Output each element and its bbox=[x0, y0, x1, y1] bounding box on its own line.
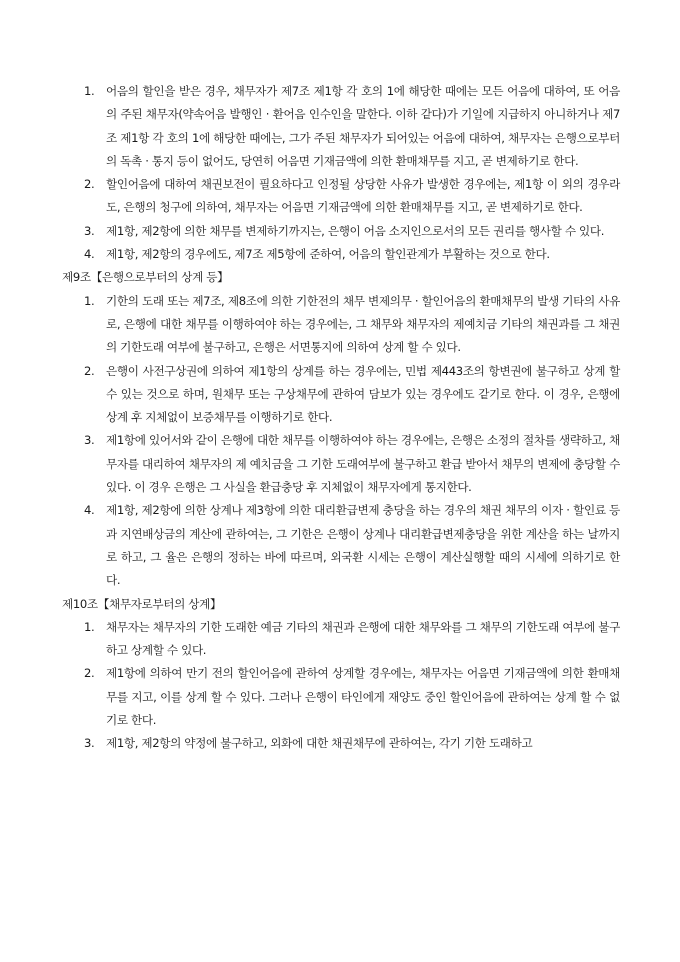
clause-text: 할인어음에 대하여 채권보전이 필요하다고 인정될 상당한 사유가 발생한 경우에는, 제1항 이 외의 경우라도, 은행의 청구에 의하여, 채무자는 어음면 기재금액에 의한 환매채무를 지고, 곧 변제하기로 한다. bbox=[106, 177, 620, 215]
clause-number: 3. bbox=[84, 433, 95, 448]
article8-continued-clauses bbox=[56, 80, 620, 266]
clause-text: 채무자는 채무자의 기한 도래한 예금 기타의 채권과 은행에 대한 채무와를 그 채무의 기한도래 여부에 불구하고 상계할 수 있다. bbox=[106, 619, 620, 658]
clause-item bbox=[84, 499, 620, 592]
clause-text: 제1항에 있어서와 같이 은행에 대한 채무를 이행하여야 하는 경우에는, 은행은 소정의 절차를 생략하고, 채무자를 대리하여 채무자의 제 예치금을 그 기한 도래여부에 불구하고 환급 받아서 채무의 변제에 충당할 수 있다. 이 경우 은행은 그 사실을 환급충당 후 지체없이 채무자에게 통지한다. bbox=[106, 433, 620, 495]
clause-number: 4. bbox=[84, 503, 95, 518]
clause-item bbox=[84, 290, 620, 360]
clause-item bbox=[84, 243, 620, 266]
clause-text: 어음의 할인을 받은 경우, 채무자가 제7조 제1항 각 호의 1에 해당한 때에는 모든 어음에 대하여, 또 어음의 주된 채무자(약속어음 발행인 · 환어음 인수인을 말한다. 이하 같다)가 기일에 지급하지 아니하거나 제7조 제1항 각 호의 1에 해당한 때에는, 그가 주된 채무자가 되어있는 어음에 대하여, 채무자는 은행으로부터의 독촉 · 통지 등이 없어도, 당연히 어음면 기재금액에 의한 환매채무를 지고, 곧 변제하기로 한다. bbox=[106, 84, 620, 168]
clause-item bbox=[84, 173, 620, 220]
clause-number: 2. bbox=[84, 363, 95, 378]
clause-text: 제1항에 의하여 만기 전의 할인어음에 관하여 상계할 경우에는, 채무자는 어음면 기재금액에 의한 환매채무를 지고, 이를 상계 할 수 있다. 그러나 은행이 타인에게 재양도 중인 할인어음에 관하여는 상계 할 수 없기로 한다. bbox=[106, 666, 620, 728]
clause-item bbox=[84, 220, 620, 243]
clause-number: 1. bbox=[84, 619, 95, 634]
clause-number: 2. bbox=[84, 666, 95, 681]
clause-number: 2. bbox=[84, 177, 95, 192]
clause-text: 은행이 사전구상권에 의하여 제1항의 상계를 하는 경우에는, 민법 제443조의 항변권에 불구하고 상계 할 수 있는 것으로 하며, 원채무 또는 구상채무에 관하여 담보가 있는 경우에도 같기로 한다. 이 경우, 은행에 상계 후 지체없이 보증채무를 이행하기로 한다. bbox=[106, 363, 620, 425]
clause-item bbox=[84, 616, 620, 663]
clause-text: 기한의 도래 또는 제7조, 제8조에 의한 기한전의 채무 변제의무 · 할인어음의 환매채무의 발생 기타의 사유로, 은행에 대한 채무를 이행하여야 하는 경우에는, 그 채무와 채무자의 제예치금 기타의 채권과를 그 채권의 기한도래 여부에 불구하고, 은행은 서면통지에 의하여 상계 할 수 있다. bbox=[106, 293, 620, 355]
clause-item bbox=[84, 662, 620, 732]
clause-text: 제1항, 제2항의 약정에 불구하고, 외화에 대한 채권채무에 관하여는, 각기 기한 도래하고 bbox=[106, 736, 533, 751]
clause-item bbox=[84, 360, 620, 430]
clause-item bbox=[84, 732, 620, 755]
clause-number: 1. bbox=[84, 293, 95, 308]
clause-item bbox=[84, 429, 620, 499]
clause-text: 제1항, 제2항에 의한 채무를 변제하기까지는, 은행이 어음 소지인으로서의 모든 권리를 행사할 수 있다. bbox=[106, 223, 605, 238]
clause-number: 3. bbox=[84, 223, 95, 238]
article10-clauses bbox=[56, 616, 620, 756]
clause-text: 제1항, 제2항의 경우에도, 제7조 제5항에 준하여, 어음의 할인관계가 부활하는 것으로 한다. bbox=[106, 247, 550, 262]
document-body bbox=[56, 80, 620, 756]
clause-number: 4. bbox=[84, 247, 95, 262]
article10-heading: 제10조【채무자로부터의 상계】 bbox=[62, 596, 222, 611]
article9-clauses bbox=[56, 290, 620, 593]
clause-number: 1. bbox=[84, 84, 95, 98]
clause-number: 3. bbox=[84, 736, 95, 751]
clause-item bbox=[84, 80, 620, 173]
article9-heading: 제9조【은행으로부터의 상계 등】 bbox=[62, 270, 229, 285]
clause-text: 제1항, 제2항에 의한 상계나 제3항에 의한 대리환급변제 충당을 하는 경우의 채권 채무의 이자 · 할인료 등과 지연배상금의 계산에 관하여는, 그 기한은 은행이 상계나 대리환급변제충당을 위한 계산을 하는 날까지로 하고, 그 율은 은행의 정하는 바에 따르며, 외국환 시세는 은행이 계산실행할 때의 시세에 의하기로 한다. bbox=[106, 503, 620, 588]
